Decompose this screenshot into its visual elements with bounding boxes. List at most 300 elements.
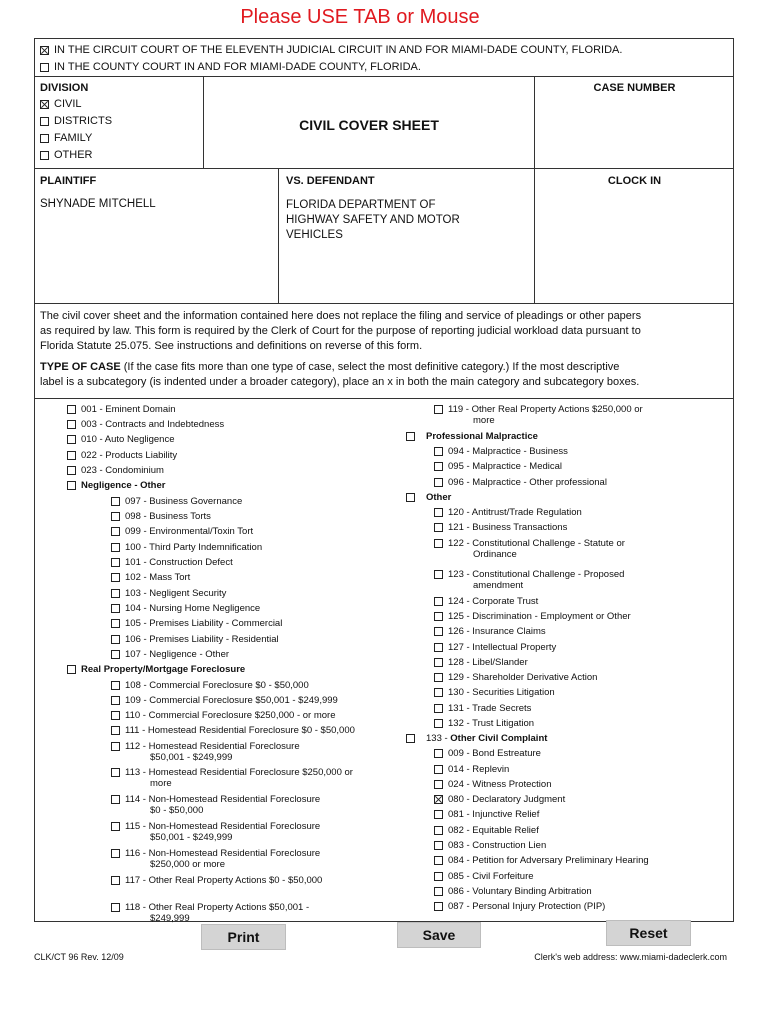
case-type-label [448,703,531,714]
case-type-item[interactable] [67,434,174,445]
case-type-label-line: 132 - Trust Litigation [448,718,535,729]
case-type-item[interactable] [406,733,547,744]
case-type-item[interactable] [111,649,229,660]
defendant-field[interactable] [286,198,530,243]
case-type-label-line: 123 - Constitutional Challenge - Proposed [448,569,625,580]
case-type-label [448,626,546,637]
case-type-checkbox[interactable] [434,704,443,713]
case-type-label [448,794,565,805]
case-type-item[interactable] [434,825,539,836]
case-type-label-line: 001 - Eminent Domain [81,404,176,415]
case-type-label-line: $50,001 - $249,999 [150,752,233,763]
case-type-label [125,680,309,691]
division-other-label: OTHER [54,149,93,161]
form-title: CIVIL COVER SHEET [299,117,439,133]
case-type-item[interactable] [67,450,177,461]
division-family-checkbox[interactable] [40,134,49,143]
case-type-label [125,741,300,763]
case-type-label-line: 121 - Business Transactions [448,522,568,533]
case-type-checkbox[interactable] [67,420,76,429]
case-type-item[interactable] [111,794,320,816]
county-court-label: IN THE COUNTY COURT IN AND FOR MIAMI-DADE COUNTY, FLORIDA. [54,61,421,73]
case-type-label [426,431,538,442]
case-type-label-line: 108 - Commercial Foreclosure $0 - $50,000 [125,680,309,691]
case-type-item[interactable] [111,634,279,645]
case-type-checkbox[interactable] [434,447,443,456]
case-type-label [448,718,534,729]
case-type-label [426,492,451,503]
case-type-item[interactable] [111,572,190,583]
case-type-label [125,649,229,660]
case-type-checkbox[interactable] [434,539,443,548]
case-type-label-line: 117 - Other Real Property Actions $0 - $50,000 [125,875,323,886]
case-type-label [448,825,539,836]
type-of-case-instructions [40,360,732,390]
case-type-label [81,465,164,476]
divider [34,398,734,399]
case-type-label-line: 085 - Civil Forfeiture [448,871,534,882]
case-type-item[interactable] [434,596,538,607]
case-type-label [448,611,631,622]
case-type-item[interactable] [67,480,165,491]
form-id: CLK/CT 96 Rev. 12/09 [34,952,124,962]
case-type-checkbox[interactable] [434,826,443,835]
case-type-item[interactable] [434,855,649,866]
case-type-checkbox[interactable] [434,523,443,532]
case-type-label-line: 122 - Constitutional Challenge - Statute or [448,538,625,549]
case-type-label [448,886,592,897]
case-type-label-line: 124 - Corporate Trust [448,596,539,607]
save-button[interactable]: Save [397,922,481,948]
case-type-label-line: more [473,415,495,426]
case-type-label [125,875,322,886]
divider [34,76,734,77]
defendant-header: VS. DEFENDANT [286,175,375,187]
case-type-label-line: Real Property/Mortgage Foreclosure [81,664,246,675]
division-civil-label: CIVIL [54,98,82,110]
circuit-court-label: IN THE CIRCUIT COURT OF THE ELEVENTH JUDICIAL CIRCUIT IN AND FOR MIAMI-DADE COUNTY, FLORIDA. [54,44,623,56]
case-type-item[interactable] [434,446,568,457]
case-type-label-line: 116 - Non-Homestead Residential Foreclosure [125,848,321,859]
case-type-label-line: 084 - Petition for Adversary Preliminary Hearing [448,855,649,866]
case-type-checkbox[interactable] [434,902,443,911]
case-type-label-line: 113 - Homestead Residential Foreclosure $250,000 or [125,767,353,778]
case-type-checkbox[interactable] [434,570,443,579]
case-type-checkbox[interactable] [111,558,120,567]
case-type-item[interactable] [111,695,338,706]
case-type-item[interactable] [111,741,300,763]
division-header: DIVISION [40,82,89,94]
case-type-checkbox[interactable] [434,688,443,697]
case-type-label-line: $0 - $50,000 [150,805,204,816]
case-type-label-line: 094 - Malpractice - Business [448,446,568,457]
case-type-label-line: 106 - Premises Liability - Residential [125,634,279,645]
division-option-other[interactable] [40,149,93,161]
case-type-item[interactable] [67,404,176,415]
case-type-label-line: 097 - Business Governance [125,496,243,507]
case-type-item[interactable] [434,569,624,591]
case-type-item[interactable] [111,603,260,614]
case-type-item[interactable] [434,507,582,518]
intro-line: as required by law. This form is required by the Clerk of Court for the purpose of reporting judicial workload data pursuant to [40,325,641,337]
case-type-label [125,902,309,924]
case-type-checkbox[interactable] [434,597,443,606]
case-type-item[interactable] [434,901,605,912]
case-type-label [448,404,643,426]
case-type-label-line: 128 - Libel/Slander [448,657,528,668]
case-type-label-line: 082 - Equitable Relief [448,825,539,836]
case-type-label [448,596,538,607]
case-type-label-line: 105 - Premises Liability - Commercial [125,618,283,629]
case-type-checkbox[interactable] [111,795,120,804]
case-type-label [125,821,320,843]
case-type-label [448,538,625,560]
case-type-item[interactable] [111,511,211,522]
case-type-checkbox[interactable] [434,856,443,865]
case-type-label [81,419,224,430]
case-type-item[interactable] [434,642,556,653]
division-option-family[interactable] [40,132,92,144]
case-type-item[interactable] [434,657,528,668]
circuit-court-checkbox[interactable] [40,46,49,55]
case-type-item[interactable] [434,522,567,533]
case-type-title: Other Civil Complaint [450,733,548,744]
case-type-item[interactable] [434,748,541,759]
case-type-label [81,664,245,675]
case-type-checkbox[interactable] [111,696,120,705]
case-type-item[interactable] [111,526,253,537]
case-type-checkbox[interactable] [434,887,443,896]
case-type-item[interactable] [406,492,451,503]
case-type-checkbox[interactable] [67,435,76,444]
case-type-item[interactable] [111,542,262,553]
case-type-label [448,672,597,683]
case-type-item[interactable] [434,794,565,805]
case-type-label-line: 003 - Contracts and Indebtedness [81,419,225,430]
case-type-label-line: 107 - Negligence - Other [125,649,230,660]
case-type-item[interactable] [67,664,245,675]
case-type-label [448,522,567,533]
divider [34,168,734,169]
case-type-checkbox[interactable] [434,627,443,636]
type-of-case-text: (If the case fits more than one type of case, select the most definitive category.) If the most descriptive [120,361,620,373]
case-type-checkbox[interactable] [406,493,415,502]
clock-in-header: CLOCK IN [607,175,662,187]
clerk-web-address: Clerk's web address: www.miami-dadeclerk.com [534,952,727,962]
case-type-label-line: 083 - Construction Lien [448,840,547,851]
case-type-label-line: 095 - Malpractice - Medical [448,461,563,472]
print-button[interactable]: Print [201,924,286,950]
case-type-item[interactable] [434,779,552,790]
case-type-label-line: 009 - Bond Estreature [448,748,541,759]
case-number-field[interactable] [540,100,728,160]
case-type-label [125,695,338,706]
county-court-option[interactable] [40,61,421,73]
case-type-item[interactable] [434,611,631,622]
case-type-label-line: 129 - Shareholder Derivative Action [448,672,598,683]
case-type-label [448,901,605,912]
case-type-label-line: Ordinance [473,549,517,560]
case-type-checkbox[interactable] [434,749,443,758]
case-type-label-line: 103 - Negligent Security [125,588,227,599]
case-type-checkbox[interactable] [434,765,443,774]
case-type-item[interactable] [111,848,320,870]
case-type-item[interactable] [111,725,355,736]
case-type-label [448,657,528,668]
case-type-label-line: 101 - Construction Defect [125,557,233,568]
case-type-label [448,446,568,457]
case-type-checkbox[interactable] [434,405,443,414]
case-type-item[interactable] [434,809,539,820]
case-type-label-line: 130 - Securities Litigation [448,687,555,698]
case-type-label [448,687,555,698]
case-type-label [81,480,165,491]
case-type-checkbox[interactable] [111,619,120,628]
case-type-label-line: Other [426,492,452,503]
circuit-court-option[interactable] [40,44,622,56]
case-type-item[interactable] [434,626,546,637]
case-type-checkbox[interactable] [111,543,120,552]
case-type-checkbox[interactable] [434,658,443,667]
division-other-checkbox[interactable] [40,151,49,160]
case-type-label-line: 115 - Non-Homestead Residential Foreclosure [125,821,321,832]
case-type-item[interactable] [67,419,224,430]
case-type-label-line: 110 - Commercial Foreclosure $250,000 - or more [125,710,336,721]
case-type-item[interactable] [111,618,282,629]
case-type-label [448,764,509,775]
case-type-label [448,477,607,488]
case-type-label-line: $249,999 [150,913,190,924]
case-type-item[interactable] [111,680,309,691]
case-type-label-line: 118 - Other Real Property Actions $50,001 - [125,902,310,913]
case-type-checkbox[interactable] [434,810,443,819]
case-type-label-line: 010 - Auto Negligence [81,434,175,445]
case-type-item[interactable] [111,588,226,599]
case-type-checkbox[interactable] [434,780,443,789]
case-type-label [125,710,336,721]
case-type-label-line: 081 - Injunctive Relief [448,809,540,820]
tab-notice: Please USE TAB or Mouse [240,6,480,28]
case-type-label-line: 096 - Malpractice - Other professional [448,477,607,488]
case-type-checkbox[interactable] [67,466,76,475]
case-type-label [125,725,355,736]
case-type-checkbox[interactable] [111,512,120,521]
case-type-label [448,461,562,472]
plaintiff-field[interactable]: SHYNADE MITCHELL [40,198,156,210]
case-type-label [125,603,260,614]
case-type-item[interactable] [434,477,607,488]
division-districts-checkbox[interactable] [40,117,49,126]
case-type-checkbox[interactable] [434,719,443,728]
case-type-checkbox[interactable] [434,462,443,471]
case-type-item[interactable] [434,461,562,472]
case-type-label [448,569,624,591]
case-type-label-line: 098 - Business Torts [125,511,211,522]
case-type-label [448,779,552,790]
division-civil-checkbox[interactable] [40,100,49,109]
case-type-label [448,748,541,759]
case-type-checkbox[interactable] [434,795,443,804]
case-type-label-line: 120 - Antitrust/Trade Regulation [448,507,582,518]
case-type-label [81,450,177,461]
case-type-checkbox[interactable] [111,573,120,582]
case-type-item[interactable] [434,764,509,775]
case-type-label [125,496,242,507]
case-type-label [448,855,649,866]
case-type-label-line: 125 - Discrimination - Employment or Other [448,611,631,622]
case-type-item[interactable] [111,902,309,924]
case-type-item[interactable] [111,821,320,843]
case-type-label-line: 080 - Declaratory Judgment [448,794,566,805]
case-type-label-line: 099 - Environmental/Toxin Tort [125,526,254,537]
case-type-checkbox[interactable] [111,650,120,659]
case-type-label-line: 119 - Other Real Property Actions $250,000 or [448,404,643,415]
case-type-label [81,434,174,445]
case-type-checkbox[interactable] [67,405,76,414]
case-type-label [125,588,226,599]
case-type-label-line: more [150,778,172,789]
case-type-label-line: Negligence - Other [81,480,166,491]
case-type-checkbox[interactable] [434,673,443,682]
case-type-item[interactable] [434,840,546,851]
case-type-label-line: 104 - Nursing Home Negligence [125,603,261,614]
case-type-checkbox[interactable] [111,903,120,912]
case-type-label-line: 022 - Products Liability [81,450,178,461]
divider [278,168,279,303]
case-type-label [448,840,546,851]
case-type-checkbox[interactable] [434,643,443,652]
case-type-label-line: 100 - Third Party Indemnification [125,542,263,553]
case-type-item[interactable] [111,496,242,507]
case-type-item[interactable] [434,871,534,882]
case-type-item[interactable] [111,557,233,568]
case-type-checkbox[interactable] [111,497,120,506]
case-type-label-line: Professional Malpractice [426,431,538,442]
case-type-label [426,733,547,744]
case-number-header: CASE NUMBER [593,82,676,94]
case-type-label-line: 127 - Intellectual Property [448,642,557,653]
intro-paragraph [40,309,732,354]
case-type-item[interactable] [434,886,592,897]
case-type-checkbox[interactable] [111,726,120,735]
division-districts-label: DISTRICTS [54,115,113,127]
defendant-line: FLORIDA DEPARTMENT OF [286,199,436,211]
division-option-civil[interactable] [40,98,82,110]
case-type-item[interactable] [434,703,531,714]
case-type-label [125,557,233,568]
case-type-label [448,507,582,518]
case-type-item[interactable] [434,718,534,729]
case-type-label-line: 114 - Non-Homestead Residential Foreclosure [125,794,321,805]
intro-line: Florida Statute 25.075. See instructions and definitions on reverse of this form. [40,340,423,352]
division-family-label: FAMILY [54,132,93,144]
case-type-checkbox[interactable] [434,841,443,850]
case-type-checkbox[interactable] [434,478,443,487]
case-type-label-line: 126 - Insurance Claims [448,626,546,637]
case-type-checkbox[interactable] [111,849,120,858]
case-type-label [81,404,176,415]
case-type-label [125,634,279,645]
case-type-item[interactable] [406,431,538,442]
type-of-case-heading: TYPE OF CASE [40,361,121,373]
case-type-code: 133 - [426,733,451,744]
case-type-item[interactable] [434,538,625,560]
county-court-checkbox[interactable] [40,63,49,72]
case-type-item[interactable] [434,672,597,683]
case-type-label [125,572,190,583]
case-type-label [125,848,320,870]
case-type-label [125,618,282,629]
case-type-label-line: 112 - Homestead Residential Foreclosure [125,741,300,752]
case-type-checkbox[interactable] [111,822,120,831]
case-type-item[interactable] [111,875,322,886]
case-type-checkbox[interactable] [111,527,120,536]
divider [534,76,535,303]
case-type-item[interactable] [111,710,336,721]
defendant-line: HIGHWAY SAFETY AND MOTOR [286,214,460,226]
case-type-label-line: $250,000 or more [150,859,225,870]
case-type-checkbox[interactable] [111,635,120,644]
case-type-label-line: 102 - Mass Tort [125,572,191,583]
case-type-label-line: 023 - Condominium [81,465,164,476]
case-type-label [125,526,253,537]
intro-line: The civil cover sheet and the information contained here does not replace the filing and service of pleadings or other papers [40,310,642,322]
case-type-checkbox[interactable] [111,681,120,690]
case-type-label-line: 087 - Personal Injury Protection (PIP) [448,901,606,912]
case-type-checkbox[interactable] [434,872,443,881]
case-type-label [448,871,534,882]
case-type-checkbox[interactable] [111,589,120,598]
case-type-label [448,809,539,820]
case-type-label [125,767,353,789]
case-type-checkbox[interactable] [111,604,120,613]
case-type-label-line: 024 - Witness Protection [448,779,552,790]
case-type-label-line: amendment [473,580,524,591]
case-type-label [448,642,556,653]
case-type-checkbox[interactable] [67,665,76,674]
case-type-label-line: 111 - Homestead Residential Foreclosure $0 - $50,000 [125,725,355,736]
case-type-item[interactable] [67,465,164,476]
division-option-districts[interactable] [40,115,112,127]
case-type-item[interactable] [434,404,643,426]
case-type-checkbox[interactable] [406,432,415,441]
case-type-checkbox[interactable] [111,742,120,751]
case-type-label [125,542,262,553]
case-type-checkbox[interactable] [434,612,443,621]
case-type-label-line: 109 - Commercial Foreclosure $50,001 - $249,999 [125,695,338,706]
case-type-checkbox[interactable] [111,768,120,777]
reset-button[interactable]: Reset [606,920,691,946]
divider [34,303,734,304]
case-type-checkbox[interactable] [111,876,120,885]
case-type-label-line: 014 - Replevin [448,764,510,775]
case-type-checkbox[interactable] [67,451,76,460]
case-type-label-line: $50,001 - $249,999 [150,832,233,843]
case-type-label [125,794,320,816]
case-type-item[interactable] [434,687,555,698]
case-type-label [125,511,211,522]
case-type-checkbox[interactable] [67,481,76,490]
defendant-line: VEHICLES [286,229,343,241]
case-type-checkbox[interactable] [406,734,415,743]
case-type-checkbox[interactable] [111,711,120,720]
case-type-item[interactable] [111,767,353,789]
plaintiff-header: PLAINTIFF [40,175,97,187]
case-type-checkbox[interactable] [434,508,443,517]
type-of-case-text: label is a subcategory (is indented under a broader category), place an x in both the main category and subcategory boxes. [40,376,640,388]
case-type-label-line: 131 - Trade Secrets [448,703,532,714]
case-type-label-line: 086 - Voluntary Binding Arbitration [448,886,592,897]
